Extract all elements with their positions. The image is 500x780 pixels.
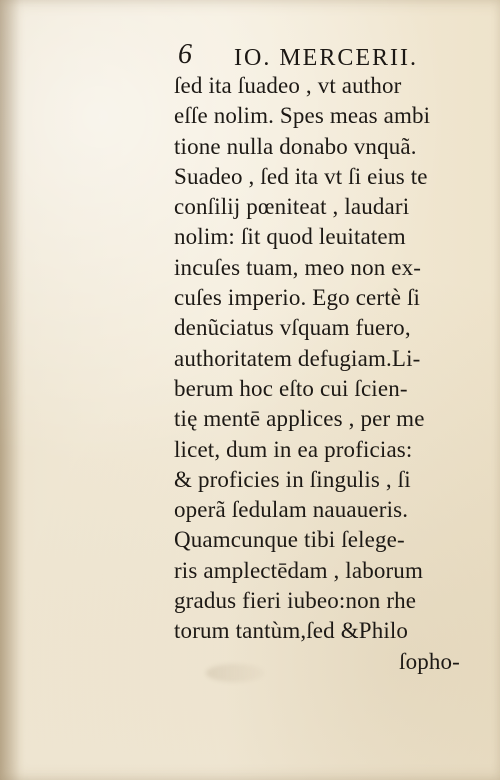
text-line-4: Suadeo , ſed ita vt ſi eius te	[174, 163, 428, 189]
text-line-16: Quamcunque tibi ſelege-	[174, 527, 405, 553]
text-line-5: conſilij pœniteat , laudari	[174, 194, 410, 220]
ink-bleed-mark	[206, 664, 264, 682]
text-line-12: tię mentē applices , per me	[174, 406, 425, 432]
text-line-19: torum tantùm,ſed &Philo	[174, 618, 409, 644]
text-line-17: ris amplectēdam , laborum	[174, 557, 424, 583]
text-line-2: eſſe nolim. Spes meas ambi	[174, 103, 431, 129]
running-head	[178, 38, 463, 74]
text-line-10: authoritatem defugiam.Li-	[174, 345, 421, 371]
text-line-1: ſed ita ſuadeo , vt author	[174, 73, 402, 98]
text-line-8: cuſes imperio. Ego certè ſi	[174, 285, 421, 311]
text-line-14: & proficies in ſingulis , ſi	[174, 466, 411, 492]
text-line-3: tione nulla donabo vnquã.	[174, 133, 417, 159]
text-line-9: denũciatus vſquam fuero,	[174, 315, 411, 341]
text-line-15: operã ſedulam nauaueris.	[174, 497, 409, 523]
page-gutter-shadow	[0, 0, 20, 780]
page-number: 6	[178, 39, 192, 70]
text-line-18: gradus fieri iubeo:non rhe	[174, 588, 417, 614]
text-line-6: nolim: ſit quod leuitatem	[174, 224, 406, 250]
text-line-11: berum hoc eſto cui ſcien-	[174, 375, 408, 401]
catchword: ſopho-	[399, 648, 460, 674]
text-line-13: licet, dum in ea proficias:	[174, 436, 413, 462]
main-text	[174, 71, 464, 677]
text-line-7: incuſes tuam, meo non ex-	[174, 254, 422, 280]
running-title: IO. MERCERII.	[234, 45, 418, 71]
